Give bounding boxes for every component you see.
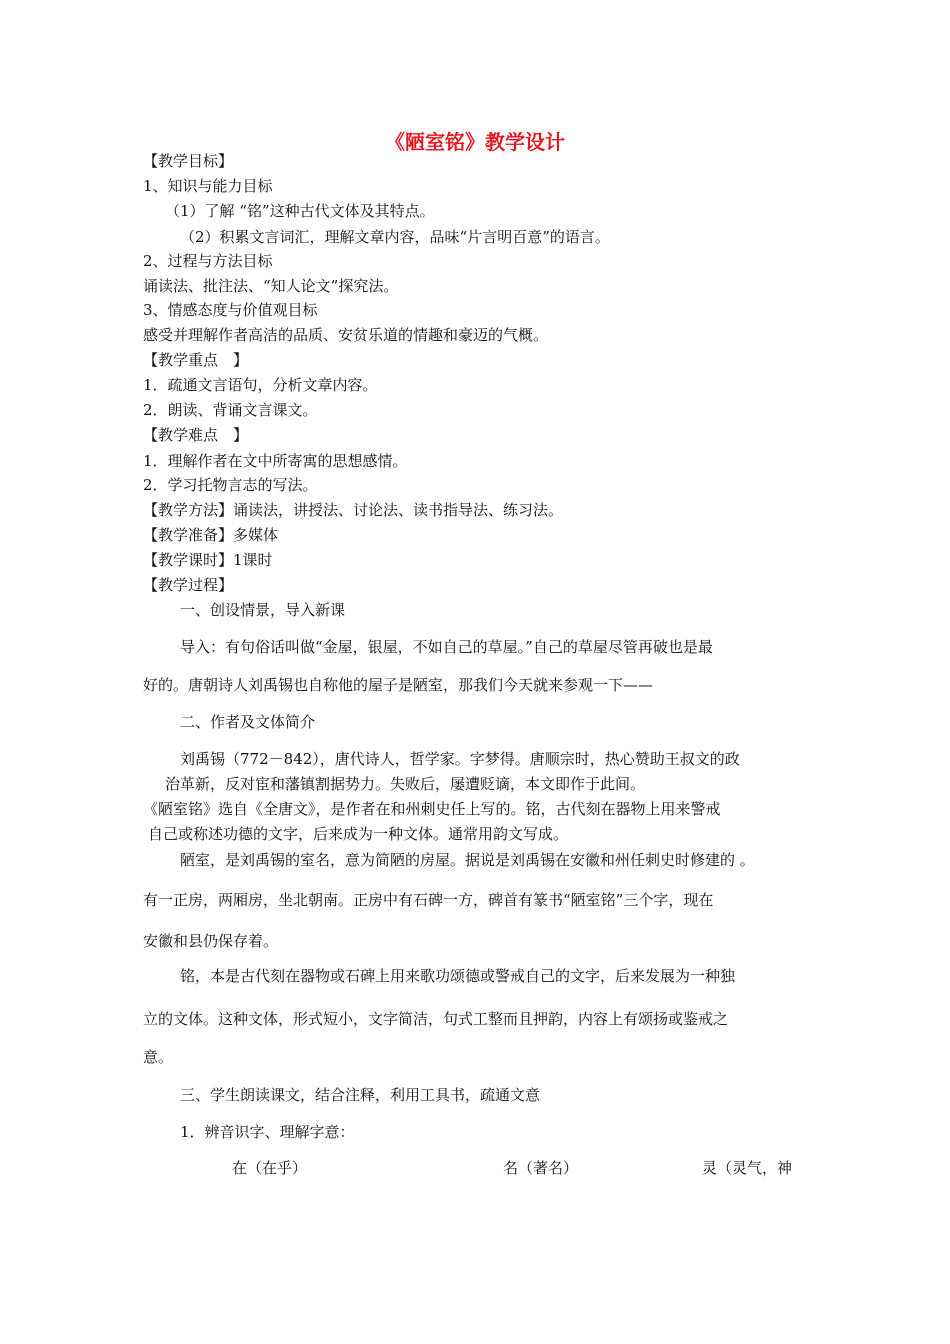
vocab-item: 灵（灵气，神 bbox=[702, 1159, 793, 1177]
author-bio-line-1: 刘禹锡（772－842），唐代诗人，哲学家。字梦得。唐顺宗时，热心赞助王叔文的政 bbox=[180, 750, 740, 768]
teaching-hours: 【教学课时】1课时 bbox=[143, 551, 273, 569]
teaching-preparation: 【教学准备】多媒体 bbox=[143, 526, 279, 544]
key-point-1: 1．疏通文言语句，分析文章内容。 bbox=[143, 376, 378, 394]
objective-3-heading: 3、情感态度与价值观目标 bbox=[143, 301, 318, 319]
room-description-line-2: 有一正房，两厢房，坐北朝南。正房中有石碑一方，碑首有篆书“陋室铭”三个字，现在 bbox=[143, 891, 714, 909]
objective-1-item-1: （1）了解 “铭”这种古代文体及其特点。 bbox=[165, 202, 435, 220]
objective-2-content: 诵读法、批注法、“知人论文”探究法。 bbox=[143, 277, 399, 295]
genre-intro-line-2: 自己或称述功德的文字，后来成为一种文体。通常用韵文写成。 bbox=[148, 825, 569, 843]
intro-paragraph-line-1: 导入：有句俗话叫做“金屋，银屋，不如自己的草屋。”自己的草屋尽管再破也是最 bbox=[180, 638, 713, 656]
process-step-1-heading: 一、创设情景，导入新课 bbox=[180, 601, 346, 619]
difficulty-2: 2．学习托物言志的写法。 bbox=[143, 476, 318, 494]
objective-3-content: 感受并理解作者高洁的品质、安贫乐道的情趣和豪迈的气概。 bbox=[143, 326, 549, 344]
vocab-item: 在（在乎） bbox=[232, 1159, 308, 1177]
objective-1-heading: 1、知识与能力目标 bbox=[143, 177, 273, 195]
objective-1-item-2: （2）积累文言词汇，理解文章内容，品味“片言明百意”的语言。 bbox=[180, 228, 610, 246]
process-step-2-heading: 二、作者及文体简介 bbox=[180, 713, 316, 731]
section-heading-process: 【教学过程】 bbox=[143, 576, 234, 594]
author-bio-line-2: 治革新，反对宦和藩镇割据势力。失败后，屡遭贬谪，本文即作于此间。 bbox=[165, 775, 646, 793]
objective-2-heading: 2、过程与方法目标 bbox=[143, 252, 273, 270]
vocab-item: 名（著名） bbox=[503, 1159, 579, 1177]
genre-intro-line-1: 《陋室铭》选自《全唐文》，是作者在和州刺史任上写的。铭，古代刻在器物上用来警戒 bbox=[143, 800, 721, 818]
genre-paragraph-line-1: 铭，本是古代刻在器物或石碑上用来歌功颂德或警戒自己的文字，后来发展为一种独 bbox=[180, 967, 736, 985]
key-point-2: 2．朗读、背诵文言课文。 bbox=[143, 401, 318, 419]
room-description-line-1: 陋室，是刘禹锡的室名，意为简陋的房屋。据说是刘禹锡在安徽和州任刺史时修建的 。 bbox=[180, 851, 755, 869]
process-step-3-heading: 三、学生朗读课文，结合注释，利用工具书，疏通文意 bbox=[180, 1086, 541, 1104]
section-heading-key-points: 【教学重点 】 bbox=[143, 351, 249, 369]
genre-paragraph-line-2: 立的文体。这种文体，形式短小，文字简洁，句式工整而且押韵，内容上有颂扬或鉴戒之 bbox=[143, 1010, 729, 1028]
section-heading-difficulties: 【教学难点 】 bbox=[143, 426, 249, 444]
difficulty-1: 1．理解作者在文中所寄寓的思想感情。 bbox=[143, 452, 408, 470]
document-title: 《陋室铭》教学设计 bbox=[385, 130, 565, 154]
teaching-methods: 【教学方法】诵读法，讲授法、讨论法、读书指导法、练习法。 bbox=[143, 501, 564, 519]
section-heading-objectives: 【教学目标】 bbox=[143, 152, 234, 170]
intro-paragraph-line-2: 好的。唐朝诗人刘禹锡也自称他的屋子是陋室，那我们今天就来参观一下—— bbox=[143, 676, 654, 694]
room-description-line-3: 安徽和县仍保存着。 bbox=[143, 932, 279, 950]
genre-paragraph-line-3: 意。 bbox=[143, 1048, 174, 1066]
vocab-subheading: 1．辨音识字、理解字意： bbox=[180, 1123, 355, 1141]
